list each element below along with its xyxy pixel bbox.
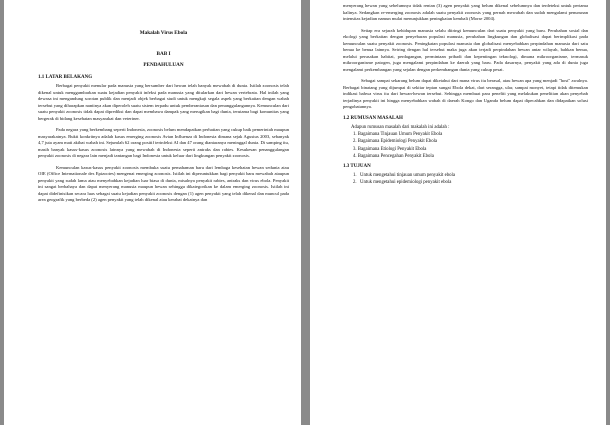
tujuan-list bbox=[343, 172, 588, 187]
section-heading-tujuan: 1.3 TUJUAN bbox=[343, 163, 371, 169]
section-intro: Adapun rumusan masalah dari makalah ini adalah : bbox=[351, 124, 450, 130]
list-item: 2. Bagaimana Epidemiologi Penyakit Ebola bbox=[353, 139, 438, 145]
paragraph: Sebagai sampai sekarang belum dapat diketahui dari mana virus itu berasal, atau hewan apa yang menjadi "host" awalnya. Berbagai binatang yang dijumpai di sekitar tepian sungai Ebola dekat, dari serangga, ular, sampai monyet, tetapi tidak ditemukan indikasi bahwa virus itu dari hewan-hewan tersebut. Sehingga membuat para peneliti yang melakukan penelitian akan penyebab terjadinya penyakit ini hingga menyebabkan wabah di daerah Kongo dan Uganda belum dapat dipecahkan dan didapatkan solusi pengobatannya. bbox=[343, 78, 588, 109]
section-heading-rumusan-masalah: 1.2 RUMUSAN MASALAH bbox=[343, 115, 403, 121]
paragraph: Pada negara yang berkembang seperti Indonesia, zoonosis belum mendapatkan perhatian yang cukup baik pemerintah maupun masyarakatnya. Bukti konkritnya adalah kasus emerging zoonosis Avian Influenza di Indonesia dimana sejak Agustus 2003, sebanyak 4,7 juta ayam mati akibat wabah ini. Sejumlah 62 orang positif terinfeksi AI dan 47 orang diantaranya meninggal dunia. Di samping itu, masih banyak kasus-kasus zoonosis lainnya yang mewabah di Indonesia seperti antraks dan rabies. Kesukesan penanggulangan penyakit zoonosis di negara lain menjadi tantangan bagi Indonesia untuk keluar dari lingkungan penyakit zoonosis. bbox=[38, 127, 289, 158]
list-item: 4. Bagaimana Pencegahan Penyakit Ebola bbox=[353, 154, 434, 160]
paragraph: Setiap era sejarah kehidupan manusia selalu diiringi kemunculan dari suatu penyakit yang baru. Perubahan sosial dan ekologi yang berkaitan dengan penyebaran populasi manusia, perubahan lingkungan dan globalisasi dapat berimplikasi pada kemunculan suatu penyakit zoonosis. Peningkatan populasi manusia dan globalisasi menyebabkan perpindahan manusia dari satu benua ke benua lainnya. Seiring dengan hal tersebut maka juga akan terjadi perpindahan hewan antar wilayah, bahkan benua, melalui perusakan habitat, perdagangan, permintaan pribadi dan kepentingan teknologi, dimana mikroorganisme, termasuk mikroorganisme patogen, juga mengalami perpindahan ke daerah yang baru. Pada dasarnya, penyakit yang ada di dunia juga mengalami perkembangan yang sejalan dengan perkembangan dunia yang cukup pesat. bbox=[343, 27, 588, 72]
list-item: 1. Untuk mengetahui tinjauan umum penyakit ebola bbox=[353, 172, 455, 178]
chapter-title: PENDAHULUAN bbox=[143, 62, 184, 68]
section-heading-latar-belakang: 1.1 LATAR BELAKANG bbox=[38, 75, 93, 80]
rumusan-masalah-list bbox=[343, 131, 588, 161]
list-item: 1. Bagaimana Tinjauan Umum Penyakit Ebola bbox=[353, 131, 443, 137]
list-item: 3. Bagaimana Etiologi Penyakit Ebola bbox=[353, 146, 427, 152]
document-page-left bbox=[4, 0, 301, 425]
document-page-right bbox=[310, 0, 606, 425]
list-item: 2. Untuk mengetahui epidemiologi penyakit ebola bbox=[353, 180, 452, 186]
chapter-number: BAB I bbox=[156, 51, 171, 57]
paragraph: Kemunculan kasus-kasus penyakit zoonosis membuka suatu pemahaman baru dari lembaga kesehatan hewan sedunia atau OIE (Office Internationale des Epizootes) mengenai emerging zoonosis. Istilah ini diperuntukkan bagi penyakit baru mewabah ataupun penyakit yang sudah lama atau menyebabkan kejadian luar biasa di dunia, misalnya penyakit rabies, antraks dan virus ebola. Penyakit ini sangat berbahaya dan dapat menyerang manusia maupun hewan sehingga dikategorikan ke dalam emerging zoonosis. Istilah ini dapat didefinisikan secara luas sebagai suatu kejadian penyakit zoonosis dengan (1) agen penyakit yang telah dikenal dan muncul pada area geografik yang berbeda (2) agen penyakit yang telah dikenal atau kerabat dekatnya dan bbox=[38, 164, 289, 202]
paragraph: menyerang hewan yang sebelumnya tidak rentan (3) agen penyakit yang belum dikenal sebelumnya dan terdeteksi untuk pertama kalinya. Sedangkan re-emerging zoonosis adalah suatu penyakit zoonosis yang pernah mewabah dan sudah mengalami penurunan intensitas kejadian namun mulai menunjukkan peningkatan kembali (Morse 2004). bbox=[343, 3, 588, 21]
paragraph: Berbagai penyakit menular pada manusia yang bersumber dari hewan telah banyak mewabah di dunia. Istilah zoonosis telah dikenal untuk menggambarkan suatu kejadian penyakit infeksi pada manusia yang ditularkan dari hewan vertebrata. Hal inilah yang dewasa ini mengandung sorotan publik dan menjadi objek berbagai studi untuk mengkaji segala aspek yang berkaitan dengan wabah tersebut yang diharapkan nantinya akan diperoleh suatu sistem terpadu untuk pemberantasan dan penanggulangannya. Kemunculan dari suatu penyakit zoonosis tidak dapat diprediksi dan dapat membawa dampak yang merugikan bagi dunia, terutama bagi komunitas yang bergerak di bidang kesehatan masyarakat dan veteriner. bbox=[38, 83, 289, 121]
document-title: Makalah Virus Ebola bbox=[139, 30, 188, 36]
